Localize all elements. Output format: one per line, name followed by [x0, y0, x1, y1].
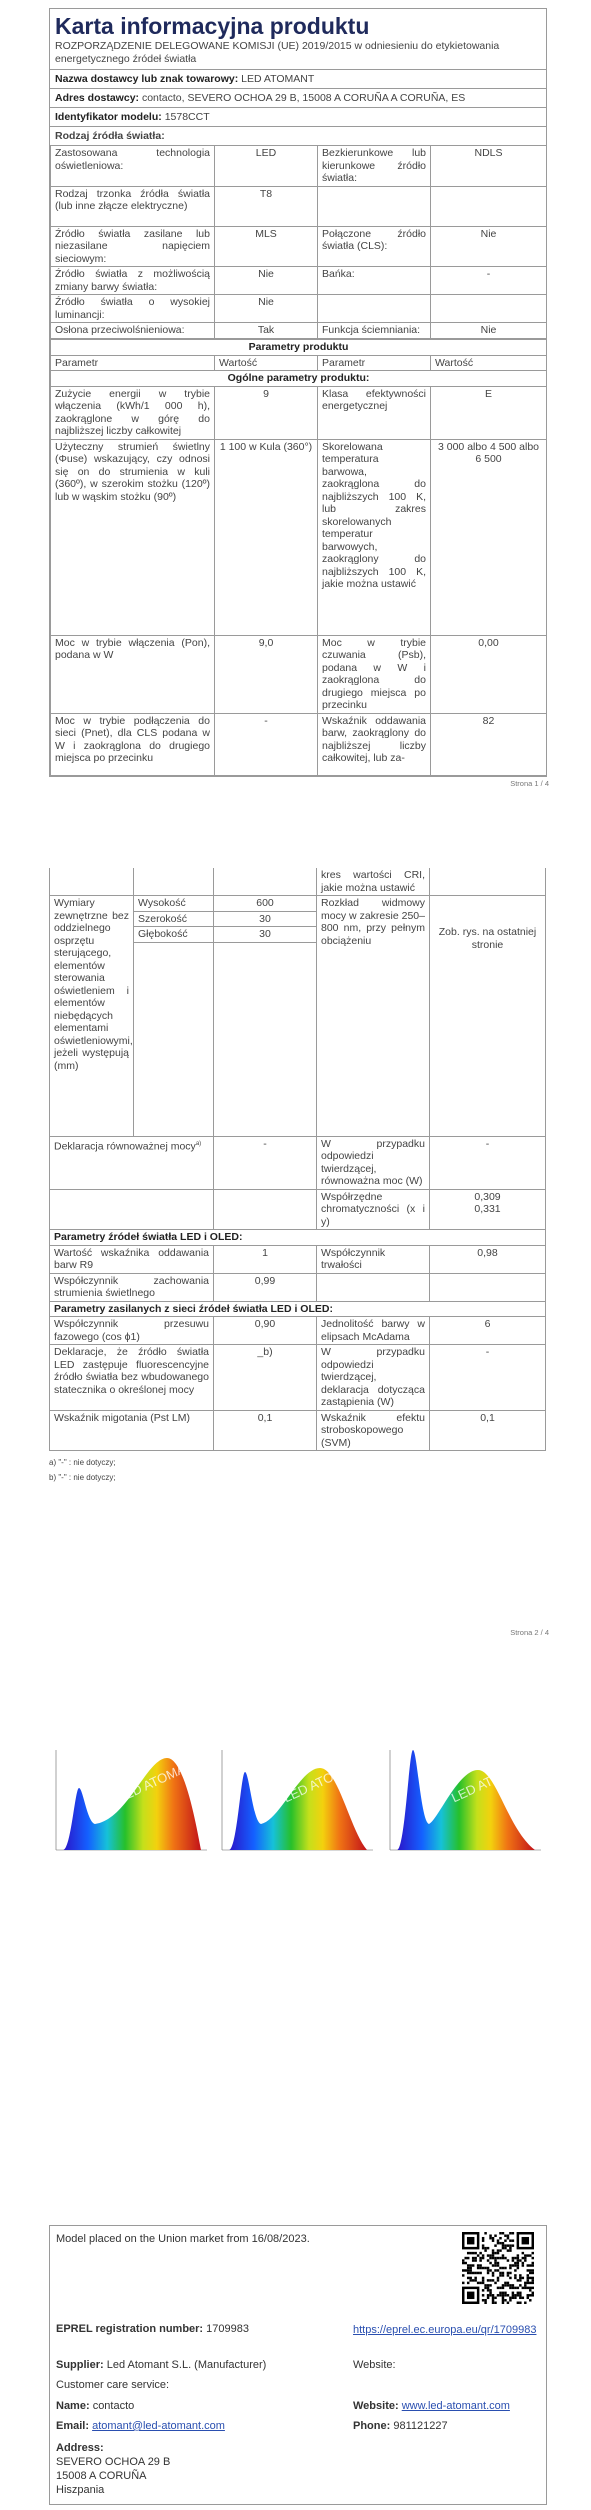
type-label-2: Funkcja ściemniania:: [318, 323, 431, 339]
email-link[interactable]: atomant@led-atomant.com: [92, 2420, 225, 2432]
depth-label: Głębokość: [134, 927, 214, 943]
supplier-label: Nazwa dostawcy lub znak towarowy:: [55, 73, 239, 85]
standby-power-value: 0,00: [431, 635, 547, 713]
flicker-value: 0,1: [214, 1410, 317, 1451]
watermark-text: LED ATOMANT: [448, 1753, 538, 1806]
type-value: MLS: [215, 226, 318, 267]
led-params-title: Parametry źródeł światła LED i OLED:: [50, 1230, 546, 1246]
spd-value: Zob. rys. na ostatniej stronie: [430, 896, 546, 1137]
network-power-label: Moc w trybie podłączenia do sieci (Pnet), dla CLS podana w W i zaokrąglona do drugiego miejsca po przecinku: [51, 713, 215, 775]
page-1: [49, 8, 547, 777]
qr-code-icon[interactable]: [462, 2232, 534, 2304]
address-en-label: Address:: [56, 2442, 104, 2454]
type-label: Osłona przeciwolśnieniowa:: [51, 323, 215, 339]
depth-value: 30: [214, 927, 317, 943]
col-param-header: Parametr: [51, 355, 215, 371]
chromaticity-value: [430, 1189, 546, 1230]
standby-power-label: Moc w trybie czuwania (Psb), podana w W i zaokrąglona do drugiego miejsca po przecinku: [318, 635, 431, 713]
placed-on-market: Model placed on the Union market from 16/08/2023.: [56, 2233, 310, 2245]
energy-consumption-value: 9: [215, 386, 318, 439]
spd-label: Rozkład widmowy mocy w zakresie 250–800 nm, przy pełnym obciążeniu: [317, 896, 430, 1137]
fluorescent-replace-value: _b): [214, 1345, 317, 1411]
height-value: 600: [214, 896, 317, 912]
type-label: Rodzaj trzonka źródła światła (lub inne złącze elektryczne): [51, 186, 215, 226]
supplier-row: [50, 69, 546, 88]
website-label: Website:: [353, 2359, 396, 2371]
website-link[interactable]: www.led-atomant.com: [401, 2400, 510, 2412]
chromaticity-x: 0,309: [474, 1190, 501, 1203]
fluorescent-replace-label-2: W przypadku odpowiedzi twierdzącej, deklaracja dotycząca zastąpienia (W): [317, 1345, 430, 1411]
supplier-en-label: Supplier:: [56, 2359, 104, 2371]
address-line-3: Hiszpania: [56, 2484, 105, 2496]
energy-class-label: Klasa efektywności energetycznej: [318, 386, 431, 439]
address-line-1: SEVERO OCHOA 29 B: [56, 2456, 171, 2468]
type-value-2: Nie: [431, 323, 547, 339]
equivalent-power-label-2: W przypadku odpowiedzi twierdzącej, równoważna moc (W): [317, 1136, 430, 1189]
type-label: Źródło światła o wysokiej luminancji:: [51, 295, 215, 323]
energy-consumption-label: Zużycie energii w trybie włączenia (kWh/1 000 h), zaokrąglone w górę do najbliższej liczby całkowitej: [51, 386, 215, 439]
equivalent-power-value-2: -: [430, 1136, 546, 1189]
cri-label: Wskaźnik oddawania barw, zaokrąglony do najbliższej liczby całkowitej, lub za-: [318, 713, 431, 775]
watermark-text: LED ATOMANT: [114, 1753, 204, 1806]
watermark-text: LED ATOMANT: [280, 1753, 370, 1806]
source-type-row: [51, 146, 547, 187]
source-type-row: [51, 186, 547, 226]
r9-value: 1: [214, 1245, 317, 1273]
spectrum-chart-6500K: [383, 1746, 544, 1858]
type-value: Nie: [215, 267, 318, 295]
footnote-a: a) "-" : nie dotyczy;: [49, 1458, 116, 1467]
lumen-maintenance-label: Współczynnik zachowania strumienia świetlnego: [50, 1273, 214, 1301]
survival-factor-label: Współczynnik trwałości: [317, 1245, 430, 1273]
power-factor-value: 0,90: [214, 1317, 317, 1345]
width-value: 30: [214, 911, 317, 927]
type-value-2: [431, 295, 547, 323]
address-row: [50, 88, 546, 107]
type-label-2: [318, 295, 431, 323]
eprel-link[interactable]: https://eprel.ec.europa.eu/qr/1709983: [353, 2324, 537, 2336]
type-label-2: [318, 186, 431, 226]
model-value: 1578CCT: [164, 111, 210, 123]
source-type-row: [51, 267, 547, 295]
page-number-1: Strona 1 / 4: [510, 779, 549, 788]
supplier-value: LED ATOMANT: [241, 73, 315, 85]
params-section-title: Parametry produktu: [51, 340, 547, 356]
model-label: Identyfikator modelu:: [55, 111, 162, 123]
source-type-row: [51, 323, 547, 339]
type-value-2: [431, 186, 547, 226]
source-type-table: [50, 145, 547, 339]
width-label: Szerokość: [134, 911, 214, 927]
mains-params-title: Parametry zasilanych z sieci źródeł światła LED i OLED:: [50, 1301, 546, 1317]
cri-value: 82: [431, 713, 547, 775]
type-label: Zastosowana technologia oświetleniowa:: [51, 146, 215, 187]
type-label-2: Bańka:: [318, 267, 431, 295]
product-params-table: [50, 339, 547, 776]
power-factor-label: Współczynnik przesuwu fazowego (cos ϕ1): [50, 1317, 214, 1345]
website2-label: Website:: [353, 2400, 399, 2412]
col-value-header-2: Wartość: [431, 355, 547, 371]
supplier-en-value: Led Atomant S.L. (Manufacturer): [106, 2359, 267, 2371]
chromaticity-y: 0,331: [474, 1203, 501, 1215]
type-value: Tak: [215, 323, 318, 339]
cri-continuation: kres wartości CRI, jakie można ustawić: [317, 868, 430, 896]
type-label: Źródło światła z możliwością zmiany barwy światła:: [51, 267, 215, 295]
luminous-flux-value: 1 100 w Kula (360°): [215, 439, 318, 635]
email-label: Email:: [56, 2420, 90, 2432]
col-value-header: Wartość: [215, 355, 318, 371]
address-line-2: 15008 A CORUÑA: [56, 2470, 147, 2482]
lumen-maintenance-value: 0,99: [214, 1273, 317, 1301]
col-param-header-2: Parametr: [318, 355, 431, 371]
spectrum-chart-3000K: [49, 1746, 210, 1858]
customer-care-label: Customer care service:: [56, 2379, 170, 2391]
stroboscopic-value: 0,1: [430, 1410, 546, 1451]
page-number-2: Strona 2 / 4: [510, 1628, 549, 1637]
height-label: Wysokość: [134, 896, 214, 912]
equivalent-power-label: Deklaracja równoważnej mocy$^{a)}$: [50, 1136, 214, 1189]
type-value-2: -: [431, 267, 547, 295]
luminous-flux-label: Użyteczny strumień świetlny (Φuse) wskazujący, czy odnosi się on do strumienia w kuli (360º), w szerokim stożku (120º) lub w wąskim stożku (90º): [51, 439, 215, 635]
name-label: Name:: [56, 2400, 90, 2412]
survival-factor-value: 0,98: [430, 1245, 546, 1273]
equivalent-power-value: -: [214, 1136, 317, 1189]
model-row: [50, 107, 546, 126]
macadam-value: 6: [430, 1317, 546, 1345]
regulation-text: ROZPORZĄDZENIE DELEGOWANE KOMISJI (UE) 2019/2015 w odniesieniu do etykietowania energetycznego źródeł światła: [55, 40, 500, 65]
fluorescent-replace-label: Deklaracje, że źródło światła LED zastępuje fluorescencyjne źródło światła bez wbudowanego statecznika o określonej mocy: [50, 1345, 214, 1411]
phone-label: Phone:: [353, 2420, 391, 2432]
address-block: [56, 2441, 170, 2497]
type-value-2: Nie: [431, 226, 547, 267]
type-value: Nie: [215, 295, 318, 323]
flicker-label: Wskaźnik migotania (Pst LM): [50, 1410, 214, 1451]
network-power-value: -: [215, 713, 318, 775]
energy-class-value: E: [431, 386, 547, 439]
footnote-b: b) "-" : nie dotyczy;: [49, 1473, 116, 1482]
source-type-header: Rodzaj źródła światła:: [50, 126, 546, 145]
address-label: Adres dostawcy:: [55, 92, 140, 104]
type-label: Źródło światła zasilane lub niezasilane napięciem sieciowym:: [51, 226, 215, 267]
cct-value: 3 000 albo 4 500 albo 6 500: [431, 439, 547, 635]
cct-label: Skorelowana temperatura barwowa, zaokrąglona do najbliższych 100 K, lub zakres skorelowanych temperatur barwowych, zaokrąglony do najbliższych 100 K, jakie można ustawić: [318, 439, 431, 635]
type-label-2: Bezkierunkowe lub kierunkowe źródło światła:: [318, 146, 431, 187]
address-value: contacto, SEVERO OCHOA 29 B, 15008 A CORUÑA A CORUÑA, ES: [141, 92, 466, 104]
phone-value: 981121227: [393, 2420, 448, 2432]
doc-title: Karta informacyjna produktu: [55, 13, 370, 39]
stroboscopic-label: Wskaźnik efektu stroboskopowego (SVM): [317, 1410, 430, 1451]
on-power-label: Moc w trybie włączenia (Pon), podana w W: [51, 635, 215, 713]
type-label-2: Połączone źródło światła (CLS):: [318, 226, 431, 267]
source-type-row: [51, 295, 547, 323]
type-value: LED: [215, 146, 318, 187]
chromaticity-label: Współrzędne chromatyczności (x i y): [317, 1189, 430, 1230]
dimensions-label: Wymiary zewnętrzne bez oddzielnego osprzętu sterującego, elementów sterowania oświetleniem i elementów niebędących elementami oświetleniowymi, jeżeli występują (mm): [50, 896, 134, 1137]
general-params-title: Ogólne parametry produktu:: [51, 371, 547, 387]
eprel-reg-label: EPREL registration number:: [56, 2323, 204, 2335]
r9-label: Wartość wskaźnika oddawania barw R9: [50, 1245, 214, 1273]
fluorescent-replace-value-2: -: [430, 1345, 546, 1411]
eprel-reg-value: 1709983: [206, 2323, 249, 2335]
type-value: T8: [215, 186, 318, 226]
on-power-value: 9,0: [215, 635, 318, 713]
type-value-2: NDLS: [431, 146, 547, 187]
page-2: [49, 868, 545, 1485]
eprel-panel: [49, 2225, 547, 2505]
source-type-row: [51, 226, 547, 267]
spectrum-chart-4500K: [215, 1746, 376, 1858]
macadam-label: Jednolitość barwy w elipsach McAdama: [317, 1317, 430, 1345]
name-value: contacto: [92, 2400, 135, 2412]
dimensions-table: [49, 868, 546, 1451]
